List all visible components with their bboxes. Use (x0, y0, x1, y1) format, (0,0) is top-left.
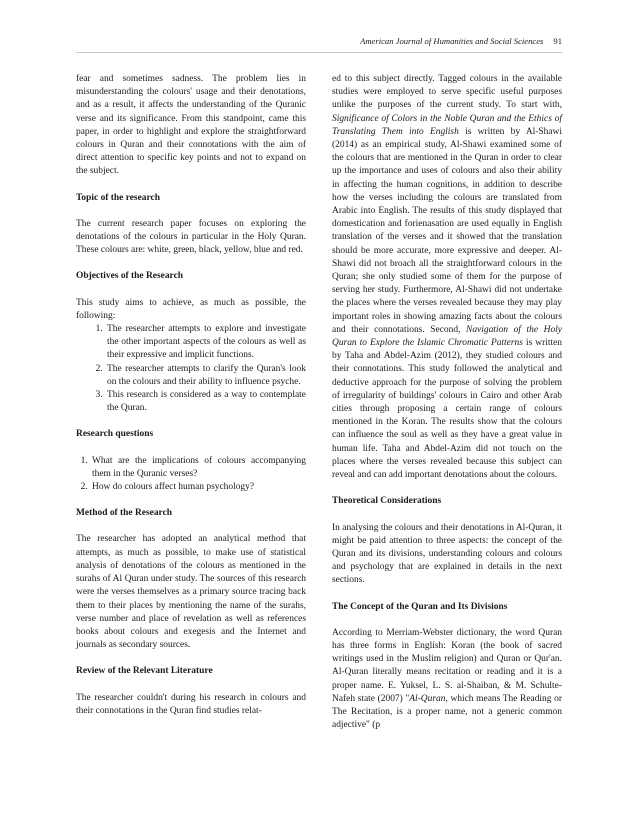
left-column (76, 73, 306, 718)
method-paragraph: The researcher has adopted an analytical method that attempts, as much as possible, to make use of statistical analysis of denotations of the colours as mentioned in the surahs of Al Quran under study. The sources of this research were the verses themselves as a primary source tracing back them to their places by mentioning the name of the surahs, verse number and place of revelation as well as references books about colours and exegesis and the Internet and journals as secondary sources. (76, 534, 306, 651)
cited-title-1: Significance of Colors in the Noble Quran and the Ethics of Translating Them into English (332, 113, 562, 137)
questions-list (76, 455, 306, 495)
objective-item: 3. This research is considered as a way to contemplate the Quran. (105, 389, 306, 415)
topic-heading: Topic of the research (76, 192, 160, 203)
concept-heading: The Concept of the Quran and Its Divisions (332, 601, 508, 612)
objectives-heading: Objectives of the Research (76, 271, 184, 282)
objectives-intro: This study aims to achieve, as much as possible, the following: (76, 297, 306, 321)
review-paragraph: The researcher couldn't during his research in colours and their connotations in the Quran find studies relat- (76, 692, 306, 716)
journal-title: American Journal of Humanities and Social Sciences (360, 36, 544, 46)
running-header (360, 36, 562, 46)
cited-title-2: Navigation of the Holy Quran to Explore the Islamic Chromatic Patterns (332, 324, 562, 349)
concept-italic: Al-Quran (409, 693, 446, 704)
intro-paragraph: fear and sometimes sadness. The problem lies in misunderstanding the colours' usage and their denotations, and as a result, it affects the understanding of the Quranic verse and its significance. From this standpoint, came this paper, in order to highlight and explore the straightforward colours in Quran and their connotations with the aim of direct attention to specific key points and not to expand on the subject. (76, 74, 306, 177)
right-column (332, 73, 562, 732)
page-number: 91 (553, 36, 562, 46)
concept-text-b: , which means The Reading or The Recitation, is a proper name, not a generic common adjective" (p (332, 693, 562, 731)
concept-text-a: According to Merriam-Webster dictionary, the word Quran has three forms in English: Koran (the book of sacred writings used in the Muslim religion) and Quran or Qur'an. Al-Quran literally means recitation or reading and it is a proper name. E. Yuksel, L. S. al-Shaiban, & M. Schulte-Nafeh state (2007) " (332, 627, 562, 704)
question-item: 2. How do colours affect human psychology? (90, 481, 306, 494)
theory-paragraph: In analysing the colours and their denotations in Al-Quran, it might be paid attention to three aspects: the concept of the Quran and its divisions, understanding colours and colours and psychology that are explained in details in the next sections. (332, 522, 562, 586)
topic-paragraph: The current research paper focuses on exploring the denotations of the colours in particular in the Holy Quran. These colours are: white, green, black, yellow, blue and red. (76, 218, 306, 256)
literature-text-b: is written by Al-Shawi (2014) as an empirical study, Al-Shawi examined some of the colours that are mentioned in the Quran in order to clear up the importance and uses of colours and also their ability in affecting the human cognitions, in addition to describe how the verses including the colours are translated from Arabic into English. The results of this study displayed that domestication and forienasation are used equally in English translation of the verses and it showed that the translation should be more accurate, more expressive and deeper. Al-Shawi did not broach all the straightforward colours in the Quran; she only studied some of them for the purpose of serving her study. Furthermore, Al-Shawi did not undertake the places where the verses revealed because they may play important roles in showing amazing facts about the colours and their connotations. Second, (332, 126, 562, 335)
concept-paragraph (332, 627, 562, 733)
literature-paragraph (332, 73, 562, 482)
literature-text-a: ed to this subject directly. Tagged colours in the available studies were employed to serve specific useful purposes unlike the purposes of the current study. To start with, (332, 74, 562, 111)
objective-item: 1. The researcher attempts to explore and investigate the other important aspects of the colours as well as their expressive and implicit functions. (105, 323, 306, 363)
questions-heading: Research questions (76, 429, 154, 440)
method-heading: Method of the Research (76, 508, 173, 519)
review-heading: Review of the Relevant Literature (76, 666, 213, 677)
objectives-list (76, 323, 306, 415)
header-rule (76, 52, 562, 53)
question-item: 1. What are the implications of colours accompanying them in the Quranic verses? (90, 455, 306, 481)
objective-item: 2. The researcher attempts to clarify the Quran's look on the colours and their ability to influence psyche. (105, 363, 306, 389)
literature-text-c: is written by Taha and Abdel-Azim (2012), they studied colours and their connotations. This study followed the analytical and deductive approach for the purpose of solving the problem of irregularity of buildings' colours in Cairo and other Arab cities through proposing a certain range of colours mentioned in the Koran. The results show that the colours can influence the soul as well as they have a great value in human life. Taha and Abdel-Azim did not touch on the places where the verses revealed because this subject can reveal and can add important denotations about the colours. (332, 338, 562, 481)
theory-heading: Theoretical Considerations (332, 496, 442, 507)
